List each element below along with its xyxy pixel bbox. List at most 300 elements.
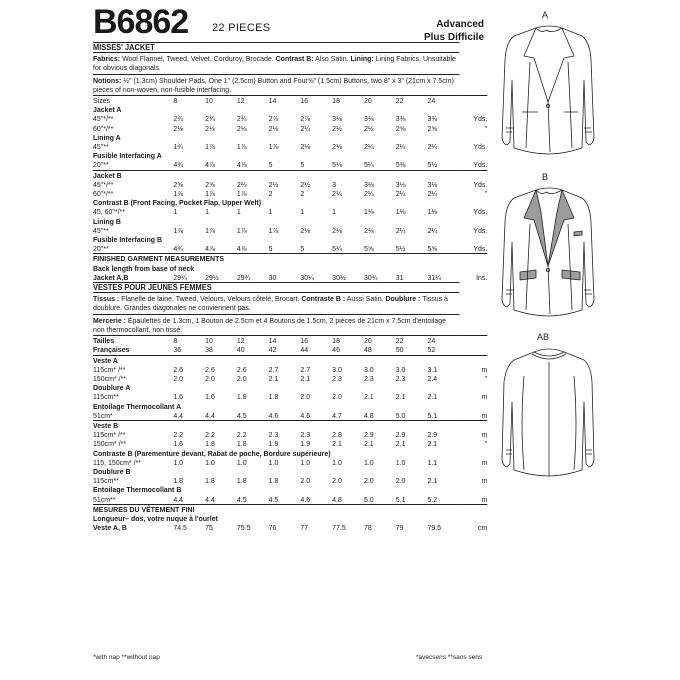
yardage-cell: 1.0 (332, 457, 342, 467)
unit-cell: cm (478, 523, 488, 533)
yardage-cell: 79 (395, 523, 404, 533)
section-heading-row (93, 217, 487, 226)
yardage-cell: 77.5 (332, 523, 346, 533)
section-heading: MESURES DU VÊTEMENT FINI (93, 504, 487, 514)
yardage-row (93, 142, 487, 151)
yardage-cell: 5.1 (427, 410, 438, 420)
yardage-row (93, 207, 487, 216)
yardage-cell: 2.1 (427, 392, 438, 402)
size-cell: 18 (332, 96, 364, 106)
yardage-cell: 2¼ (395, 225, 406, 235)
yardage-cell: 2⅛ (236, 123, 247, 133)
yardage-cell: 2.0 (300, 392, 311, 402)
francaises-label: Françaises (93, 345, 130, 355)
size-cell: 24 (427, 336, 459, 346)
yardage-row (93, 439, 487, 448)
row-label: 45"** (93, 142, 109, 152)
yardage-cell: 2.8 (332, 430, 342, 440)
yardage-row (93, 226, 487, 235)
yardage-cell: 1 (300, 207, 305, 217)
row-label: 115, 150cm* /** (93, 457, 141, 467)
yardage-cell: 1 (332, 207, 337, 217)
yardage-cell: 2⅝ (427, 123, 438, 133)
yardage-cell: 79.5 (427, 523, 442, 533)
row-label: 115cm* /** (93, 364, 126, 374)
yardage-cell: 2.6 (173, 364, 184, 374)
yardage-cell: 1.0 (173, 457, 184, 467)
section-heading: Jacket A (93, 105, 122, 115)
yardage-cell: 3.0 (332, 364, 342, 374)
figure-b-label: B (542, 172, 549, 182)
piece-count: 22 PIECES (212, 22, 271, 34)
yardage-cell: 2⅛ (268, 123, 279, 133)
yardage-cell: 1.0 (236, 457, 247, 467)
tailles-label: Tailles (93, 336, 173, 346)
yardage-cell: 1¾ (173, 142, 184, 152)
row-label: 45"** (93, 225, 109, 235)
yardage-cell: 5.1 (395, 494, 406, 504)
yardage-cell: 1 (268, 207, 273, 217)
contraste-label: Contraste B : (301, 294, 346, 304)
yardage-cell: 3⅛ (363, 179, 374, 189)
unit-cell: " (484, 123, 488, 133)
yardage-cell: 2.1 (268, 373, 279, 383)
yardage-cell: 74.5 (173, 523, 187, 533)
yardage-cell: 2.3 (395, 373, 406, 383)
footnote-french: *avecsens **sans sens (416, 654, 483, 661)
yardage-panel (93, 42, 488, 533)
yardage-cell: 2⅝ (205, 179, 215, 189)
french-yardage-table (93, 335, 487, 532)
yardage-cell: 1⅞ (236, 225, 247, 235)
yardage-cell: 2.0 (205, 373, 215, 383)
francaises-row (93, 345, 487, 355)
yardage-cell: 3⅜ (395, 114, 406, 124)
notions-label: Notions: (93, 75, 122, 85)
section-heading: Veste A (93, 355, 487, 365)
yardage-cell: 5¼ (332, 244, 342, 254)
yardage-cell: 2.7 (300, 364, 311, 374)
yardage-row (93, 365, 487, 374)
tissus-label: Tissus : (93, 294, 120, 304)
yardage-cell: 1⅞ (236, 189, 247, 199)
size-cell: 46 (332, 345, 340, 355)
section-heading-row (93, 133, 487, 142)
yardage-cell: 4.6 (268, 410, 279, 420)
section-heading: Longueur– dos, votre nuque à l'ourlet (93, 513, 218, 523)
yardage-cell: 2½ (300, 179, 311, 189)
yardage-cell: 5⅜ (395, 160, 406, 170)
size-cell: 22 (396, 96, 428, 106)
yardage-cell: 2.2 (173, 430, 184, 440)
yardage-cell: 4.5 (268, 494, 279, 504)
section-heading: Fusible Interfacing B (93, 235, 162, 245)
yardage-cell: 1.8 (268, 476, 279, 486)
size-cell: 48 (363, 345, 372, 355)
yardage-cell: 76 (268, 523, 277, 533)
yardage-cell: 2.0 (395, 476, 406, 486)
yardage-cell: 4.4 (173, 410, 184, 420)
yardage-cell: 2⅛ (332, 142, 342, 152)
yardage-cell: 2.4 (427, 373, 438, 383)
yardage-cell: 1.8 (205, 439, 215, 449)
section-heading-row (93, 198, 487, 207)
yardage-cell: 5 (268, 244, 273, 254)
yardage-cell: 2.2 (205, 430, 215, 440)
size-cell: 18 (332, 336, 364, 346)
yardage-cell: 77 (300, 523, 309, 533)
section-heading: Entoilage Thermocollant B (93, 485, 182, 495)
yardage-cell: 4⅞ (205, 160, 215, 170)
yardage-cell: 2.6 (236, 364, 247, 374)
yardage-cell: 1⅞ (173, 189, 184, 199)
size-cell: 38 (205, 345, 213, 355)
yardage-cell: 31¼ (427, 272, 442, 282)
yardage-cell: 1 (173, 207, 178, 217)
unit-cell: m (481, 494, 488, 504)
yardage-cell: 1.6 (173, 439, 184, 449)
yardage-row (93, 124, 487, 133)
yardage-cell: 30¼ (300, 272, 315, 282)
yardage-cell: 4.6 (300, 410, 311, 420)
yardage-cell: 1⅞ (268, 142, 279, 152)
notions-paragraph (93, 74, 459, 95)
mercerie-paragraph (93, 314, 459, 335)
yardage-cell: 2.9 (363, 430, 374, 440)
fabrics-label: Fabrics: (93, 54, 121, 64)
yardage-cell: 4.8 (332, 494, 342, 504)
unit-cell: " (484, 189, 488, 199)
yardage-cell: 1.8 (268, 392, 279, 402)
yardage-row (93, 430, 487, 439)
yardage-cell: 2.3 (332, 373, 342, 383)
jacket-back-illustration (494, 342, 604, 480)
yardage-cell: 2⅞ (268, 114, 279, 124)
section-heading: Contrast B (Front Facing, Pocket Flap, Upper Welt) (93, 198, 262, 208)
unit-cell: m (481, 476, 488, 486)
size-cell: 24 (427, 96, 459, 106)
unit-cell: m (481, 410, 488, 420)
difficulty-level (414, 18, 484, 44)
row-label: 20"** (93, 244, 109, 254)
unit-cell: Yds. (473, 207, 488, 217)
unit-cell: m (481, 457, 488, 467)
yardage-cell: 2.0 (332, 392, 342, 402)
section-heading-row (93, 264, 487, 273)
yardage-cell: 3⅜ (427, 114, 438, 124)
yardage-cell: 2⅝ (173, 179, 184, 189)
yardage-cell: 2⅛ (300, 142, 311, 152)
row-label: 60"*/** (93, 189, 114, 199)
yardage-cell: 2¼ (427, 189, 438, 199)
yardage-cell: 2 (300, 189, 305, 199)
fabrics-paragraph (93, 52, 459, 73)
yardage-row (93, 392, 487, 401)
yardage-row (93, 160, 487, 170)
size-cell: 20 (364, 96, 396, 106)
pattern-code: B6862 (93, 3, 189, 41)
row-label: 115cm* /** (93, 430, 126, 440)
section-heading-row (93, 170, 487, 180)
mercerie-label: Mercerie : (93, 315, 126, 325)
yardage-cell: 1⅞ (236, 142, 247, 152)
yardage-cell: 2½ (332, 123, 342, 133)
yardage-cell: 2.9 (427, 430, 438, 440)
contrast-text: Also Satin. (315, 54, 349, 64)
yardage-cell: 31 (395, 272, 404, 282)
yardage-cell: 1.8 (236, 392, 247, 402)
yardage-cell: 2 (268, 189, 273, 199)
size-cell: 40 (236, 345, 245, 355)
yardage-cell: 2.9 (395, 430, 406, 440)
section-heading-row (93, 235, 487, 244)
jacket-a-illustration (494, 20, 604, 158)
yardage-cell: 1⅞ (205, 189, 215, 199)
section-heading-row (93, 514, 487, 523)
section-heading: Doublure B (93, 466, 131, 476)
section-heading-row (93, 355, 487, 365)
yardage-cell: 3.0 (395, 364, 406, 374)
yardage-cell: 3⅛ (395, 179, 406, 189)
yardage-row (93, 476, 487, 485)
yardage-cell: 2⅝ (395, 123, 406, 133)
yardage-cell: 4.6 (300, 494, 311, 504)
unit-cell: Yds. (473, 179, 488, 189)
size-cell: 52 (427, 345, 436, 355)
unit-cell: m (481, 392, 488, 402)
size-cell: 14 (269, 96, 301, 106)
yardage-cell: 1.9 (300, 439, 311, 449)
section-heading-row (93, 383, 487, 392)
section-heading-row (93, 105, 487, 114)
yardage-cell: 5 (300, 160, 305, 170)
fabrics-text: Wool Flannel, Tweed, Velvet, Corduroy, Brocade. (122, 54, 274, 64)
row-label: 51cm** (93, 494, 116, 504)
yardage-cell: 5 (300, 244, 305, 254)
yardage-row (93, 458, 487, 467)
yardage-cell: 3⅛ (427, 179, 438, 189)
doublure-label: Doublure : (385, 294, 421, 304)
yardage-cell: 1.0 (395, 457, 406, 467)
yardage-row (93, 114, 487, 123)
unit-cell: m (481, 430, 488, 440)
figure-ab-label: AB (537, 332, 550, 342)
yardage-cell: 2.6 (205, 364, 215, 374)
yardage-cell: 3⅛ (332, 114, 342, 124)
yardage-cell: 75 (205, 523, 213, 533)
yardage-cell: 2.3 (268, 430, 279, 440)
yardage-cell: 1⅛ (363, 207, 374, 217)
unit-cell: m (481, 364, 488, 374)
section-heading: Veste B (93, 420, 487, 430)
section-heading-row (93, 402, 487, 411)
yardage-cell: 2.0 (300, 476, 311, 486)
tissus-text: Flanelle de laine, Tweed, Velours, Velours côtelé, Brocart. (121, 294, 300, 304)
yardage-cell: 4¾ (173, 160, 184, 170)
row-label: 115cm** (93, 476, 119, 486)
size-cell: 44 (300, 345, 309, 355)
yardage-cell: 5½ (427, 160, 438, 170)
section-heading: Entoilage Thermocollant A (93, 401, 182, 411)
section-heading: Doublure A (93, 383, 131, 393)
yardage-cell: 2.1 (300, 373, 311, 383)
yardage-cell: 5¼ (363, 160, 374, 170)
yardage-cell: 4.5 (236, 494, 247, 504)
yardage-cell: 2.1 (395, 439, 406, 449)
yardage-cell: 2¼ (427, 142, 438, 152)
size-cell: 8 (173, 96, 205, 106)
yardage-cell: 1⅞ (268, 225, 279, 235)
yardage-cell: 29¼ (173, 272, 187, 282)
yardage-cell: 3.1 (427, 364, 438, 374)
yardage-row (93, 273, 487, 282)
unit-cell: Yds. (473, 225, 488, 235)
yardage-cell: 1.0 (363, 457, 374, 467)
section-heading-row (93, 420, 487, 430)
yardage-cell: 3 (332, 179, 337, 189)
level-french: Plus Difficile (423, 32, 484, 43)
yardage-cell: 2.7 (268, 364, 279, 374)
yardage-cell: 1.8 (236, 439, 247, 449)
yardage-cell: 2¼ (427, 225, 438, 235)
yardage-cell: 1⅞ (205, 225, 215, 235)
yardage-cell: 5 (268, 160, 273, 170)
yardage-cell: 78 (363, 523, 372, 533)
yardage-cell: 2⅛ (173, 123, 184, 133)
row-label: Jacket A,B (93, 272, 129, 282)
yardage-cell: 30¾ (363, 272, 378, 282)
yardage-cell: 1 (205, 207, 210, 217)
row-label: 150cm* /** (93, 439, 126, 449)
row-label: Veste A, B (93, 523, 127, 533)
tailles-row (93, 336, 487, 346)
size-cell: 36 (173, 345, 182, 355)
yardage-cell: 1.6 (205, 392, 215, 402)
sizes-label: Sizes (93, 96, 173, 106)
yardage-cell: 2.1 (427, 439, 438, 449)
yardage-cell: 5⅝ (427, 244, 438, 254)
yardage-cell: 4.8 (363, 410, 374, 420)
row-label: 45"*/** (93, 179, 114, 189)
yardage-cell: 2⅞ (300, 114, 311, 124)
yardage-cell: 3.0 (363, 364, 374, 374)
yardage-row (93, 411, 487, 421)
section-heading: Contraste B (Parementure devant, Rabat de poche, Bordure supérieure) (93, 448, 331, 458)
yardage-cell: 1.1 (427, 457, 438, 467)
yardage-cell: 2¼ (395, 142, 406, 152)
english-yardage-table (93, 95, 487, 282)
yardage-cell: 5.2 (427, 494, 438, 504)
yardage-cell: 1⅛ (395, 207, 406, 217)
contraste-text: Aussi Satin. (346, 294, 384, 304)
yardage-cell: 5.0 (363, 494, 374, 504)
section-heading: Back length from base of neck (93, 263, 195, 273)
size-cell: 14 (269, 336, 301, 346)
section-heading-row (93, 467, 487, 476)
row-label: 45"*/** (93, 114, 114, 124)
size-cell: 10 (205, 96, 237, 106)
yardage-cell: 2⅔ (236, 179, 247, 189)
yardage-cell: 5½ (395, 244, 406, 254)
yardage-cell: 2.3 (363, 373, 374, 383)
yardage-cell: 2¾ (173, 114, 184, 124)
yardage-cell: 3⅛ (363, 114, 374, 124)
yardage-cell: 2¼ (363, 142, 374, 152)
size-cell: 20 (364, 336, 396, 346)
unit-cell: Yds. (473, 142, 488, 152)
yardage-cell: 4⅞ (236, 160, 247, 170)
unit-cell: Yds. (473, 114, 488, 124)
yardage-cell: 2⅛ (332, 225, 342, 235)
yardage-cell: 4.5 (236, 410, 247, 420)
size-cell: 12 (237, 336, 269, 346)
unit-cell: Ins. (476, 272, 488, 282)
notions-text: ½" (1.3cm) Shoulder Pads, One 1" (2.5cm) Button and Four⅝" (1.5cm) Buttons, two 8" x 3" (21cm x 7.5cm) pieces of non-woven, non-fusible interfacing. (93, 75, 454, 94)
yardage-cell: 2.0 (332, 476, 342, 486)
yardage-row (93, 374, 487, 383)
yardage-cell: 1.8 (236, 476, 247, 486)
section-heading-row (93, 151, 487, 160)
figure-a-label: A (542, 10, 549, 20)
row-label: 20"** (93, 160, 109, 170)
yardage-cell: 2.0 (173, 373, 184, 383)
footnote-english: *with nap **without nap (93, 654, 160, 661)
yardage-cell: 1.0 (205, 457, 215, 467)
yardage-cell: 2.0 (363, 476, 374, 486)
yardage-cell: 2¼ (363, 189, 374, 199)
unit-cell: Yds. (473, 244, 488, 254)
row-label: 150cm* /** (93, 373, 126, 383)
yardage-cell: 2.0 (236, 373, 247, 383)
sizes-row (93, 96, 487, 106)
tissus-paragraph (93, 292, 459, 313)
unit-cell: " (484, 373, 488, 383)
yardage-cell: 2.1 (427, 476, 438, 486)
lining-label: Lining: (350, 54, 374, 64)
section-heading: Lining A (93, 132, 121, 142)
english-title: MISSES' JACKET (93, 42, 459, 52)
yardage-cell: 1.8 (205, 476, 215, 486)
yardage-cell: 2⅛ (363, 225, 374, 235)
yardage-cell: 2½ (363, 123, 374, 133)
mercerie-text: Épaulettes de 1.3cm, 1 Bouton de 2.5cm et 4 Boutons de 1.5cm, 2 pièces de 21cm x 7.5cm d'entoilage non thermocollant, non tissé. (93, 315, 447, 334)
yardage-cell: 2.3 (300, 430, 311, 440)
row-label: 51cm* (93, 410, 113, 420)
yardage-cell: 75.5 (236, 523, 251, 533)
size-cell: 12 (237, 96, 269, 106)
yardage-cell: 5⅛ (332, 160, 342, 170)
section-heading-row (93, 449, 487, 458)
yardage-cell: 4¾ (173, 244, 184, 254)
yardage-cell: 4.4 (205, 494, 215, 504)
yardage-row (93, 244, 487, 254)
lining-text: Lining Fabrics. Unsuitable for obvious diagonals. (93, 54, 456, 73)
yardage-cell: 4.4 (173, 494, 184, 504)
yardage-cell: 1⅞ (205, 142, 215, 152)
yardage-cell: 4.4 (205, 410, 215, 420)
size-cell: 8 (173, 336, 205, 346)
yardage-cell: 2.1 (332, 439, 342, 449)
yardage-row (93, 189, 487, 198)
section-heading-row (93, 485, 487, 494)
yardage-cell: 5⅝ (363, 244, 374, 254)
yardage-cell: 1⅞ (173, 225, 184, 235)
yardage-cell: 2¾ (236, 114, 247, 124)
unit-cell: " (484, 439, 488, 449)
yardage-cell: 1.6 (173, 392, 184, 402)
yardage-cell: 2.1 (363, 439, 374, 449)
yardage-cell: 2.2 (236, 430, 247, 440)
